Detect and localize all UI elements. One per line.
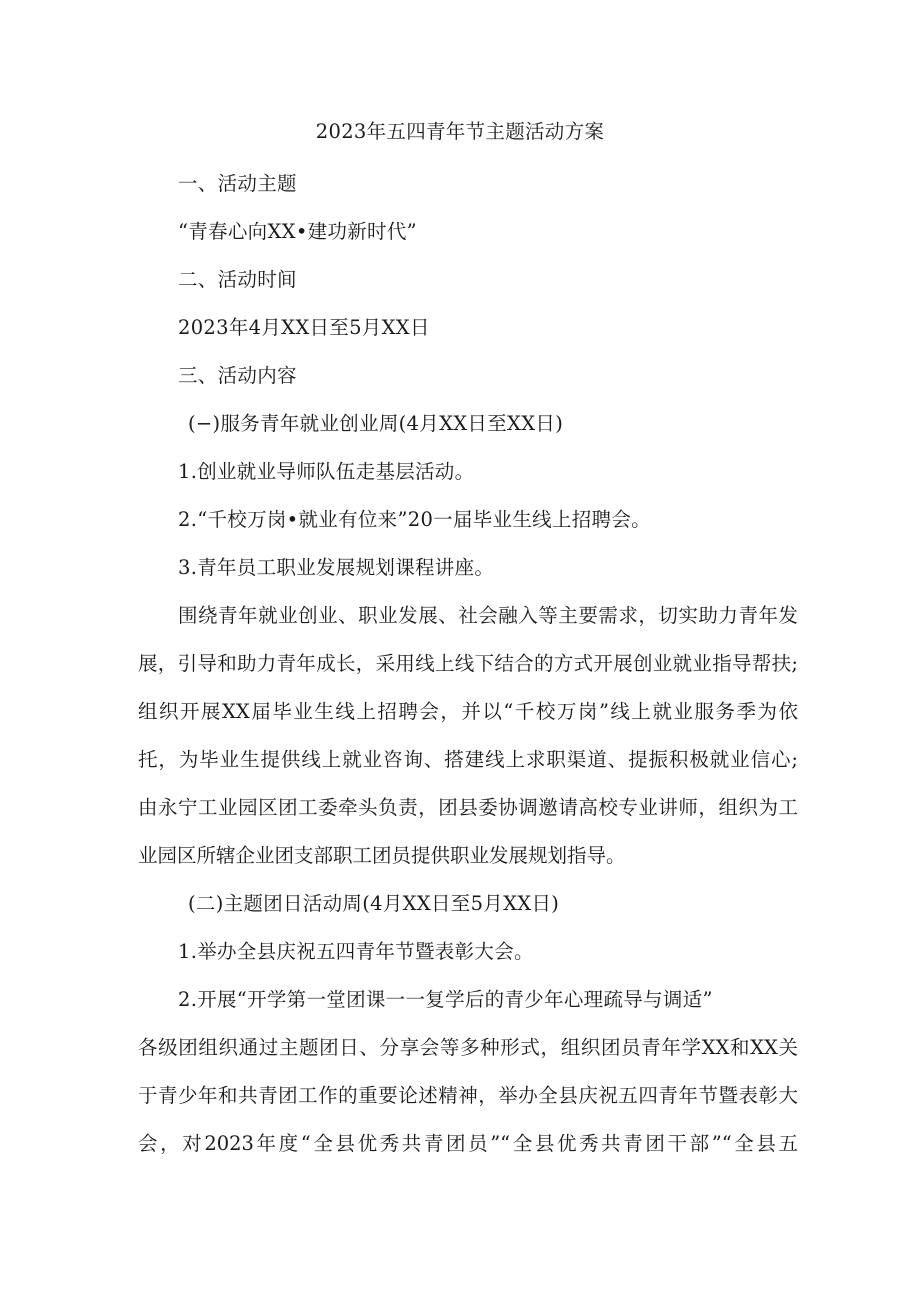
- paragraph-line: 由永宁工业园区团工委牵头负责，团县委协调邀请高校专业讲师，组织为工: [138, 796, 798, 819]
- list-item: 1.举办全县庆祝五四青年节暨表彰大会。: [178, 940, 534, 963]
- list-item: 3.青年员工职业发展规划课程讲座。: [178, 556, 495, 579]
- activity-date-range: 2023年4月XX日至5月XX日: [178, 316, 430, 339]
- paragraph-line: 展，引导和助力青年成长，采用线上线下结合的方式开展创业就业指导帮扶;: [138, 652, 798, 675]
- paragraph-line: 组织开展XX届毕业生线上招聘会，并以“千校万岗”线上就业服务季为依: [138, 700, 798, 723]
- paragraph-line: 托，为毕业生提供线上就业咨询、搭建线上求职渠道、提振积极就业信心;: [138, 748, 798, 771]
- paragraph-line: 各级团组织通过主题团日、分享会等多种形式，组织团员青年学XX和XX关: [138, 1036, 798, 1059]
- paragraph-line: 围绕青年就业创业、职业发展、社会融入等主要需求，切实助力青年发: [178, 604, 798, 627]
- section-heading-theme: 一、活动主题: [178, 172, 297, 195]
- list-item: 2.开展“开学第一堂团课一一复学后的青少年心理疏导与调适”: [178, 988, 713, 1011]
- list-item: 1.创业就业导师队伍走基层活动。: [178, 460, 475, 483]
- document-title: 2023年五四青年节主题活动方案: [315, 120, 605, 143]
- subsection-heading-league-day-week: (二)主题团日活动周(4月XX日至5月XX日): [188, 892, 560, 915]
- subsection-heading-employment-week: (−)服务青年就业创业周(4月XX日至XX日): [188, 412, 564, 435]
- theme-slogan: “青春心向XX•建功新时代”: [178, 220, 417, 243]
- list-item: 2.“千校万岗•就业有位来”20一届毕业生线上招聘会。: [178, 508, 651, 531]
- paragraph-line: 会，对2023年度“全县优秀共青团员”“全县优秀共青团干部”“全县五: [138, 1132, 798, 1155]
- section-heading-time: 二、活动时间: [178, 268, 297, 291]
- paragraph-line: 业园区所辖企业团支部职工团员提供职业发展规划指导。: [138, 844, 626, 867]
- paragraph-line: 于青少年和共青团工作的重要论述精神，举办全县庆祝五四青年节暨表彰大: [138, 1084, 798, 1107]
- section-heading-content: 三、活动内容: [178, 364, 297, 387]
